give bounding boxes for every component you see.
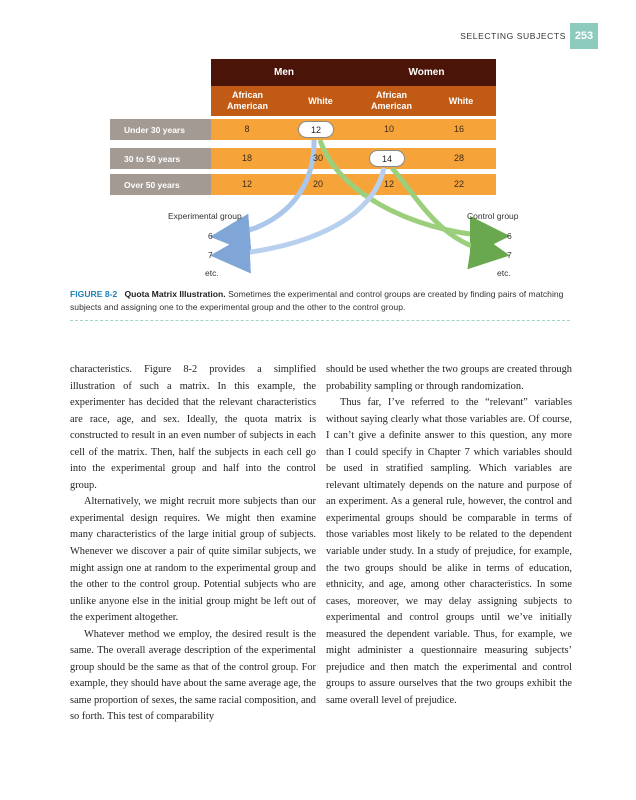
running-head: SELECTING SUBJECTS xyxy=(460,31,566,41)
header-men: Men xyxy=(211,59,357,86)
highlighted-cell-value: 12 xyxy=(298,121,334,138)
cell-value: 28 xyxy=(453,153,464,163)
header-women: Women xyxy=(357,59,496,86)
cell-value: 12 xyxy=(241,179,252,189)
control-item: 6 xyxy=(507,231,512,241)
col-header-men-white: White xyxy=(308,95,333,106)
page-number: 253 xyxy=(570,23,598,49)
col-header-women-african-american: African American xyxy=(370,90,413,111)
col-header-women-white: White xyxy=(448,95,474,106)
row-label-under-30: Under 30 years xyxy=(110,119,211,140)
experimental-item: 6 xyxy=(208,231,213,241)
paragraph: Thus far, I’ve referred to the “relevant” variables without saying clearly what those variables are. Of course, I can’t give a definite answer to this question, any more than I could specify in Chapter 7 which variables should be used in stratified sampling. Which variables are relevant ultimately depends on the nature and purpose of an experiment. As a general rule, however, the control and experimental groups should be comparable in terms of those variables most likely to be related to the dependent variable under study. In a study of prejudice, for example, the two groups should be alike in terms of education, ethnicity, and age, among other characteristics. In some cases, moreover, we may delay assigning subjects to experimental and control groups until we’ve initially measured the dependent variable. Thus, for example, we might administer a questionnaire measuring subjects’ prejudice and then match the experimental and control groups to assure ourselves that the two groups exhibit the same overall level of prejudice. xyxy=(326,397,572,706)
figure-caption xyxy=(70,288,570,314)
cell-value: 22 xyxy=(453,179,464,189)
caption-divider xyxy=(70,320,570,321)
figure-caption-text: Sometimes the experimental and control groups are created by finding pairs of matching subjects and assigning one to the experimental group and the other to the control group. xyxy=(70,289,564,312)
paragraph: should be used whether the two groups are created through probability sampling or through randomization. xyxy=(326,364,572,392)
cell-value: 12 xyxy=(383,179,394,189)
cell-value: 30 xyxy=(312,153,323,163)
paragraph: Alternatively, we might recruit more subjects than our experimental design requires. We might then examine many characteristics of the large initial group of subjects. Whenever we discover a pair of quite similar subjects, we might assign one at random to the experimental group and the other to the control group. Potential subjects who are unlike anyone else in the initial group might be left out of the experiment altogether. xyxy=(70,496,316,624)
experimental-item: etc. xyxy=(205,268,219,278)
experimental-item: 7 xyxy=(208,250,213,260)
cell-value: 20 xyxy=(312,179,323,189)
figure-title: Quota Matrix Illustration. xyxy=(124,289,226,299)
figure-label: FIGURE 8-2 xyxy=(70,289,118,299)
cell-value: 16 xyxy=(453,124,464,134)
cell-value: 8 xyxy=(244,124,250,134)
experimental-group-label: Experimental group xyxy=(168,211,242,221)
highlighted-cell-value: 14 xyxy=(369,150,405,167)
control-item: etc. xyxy=(497,268,511,278)
col-header-men-african-american: African American xyxy=(226,90,269,111)
paragraph: characteristics. Figure 8-2 provides a simplified illustration of such a matrix. In this example, the experimenter has decided that the relevant characteristics are race, age, and sex. Ideally, the quota matrix is constructed to result in an even number of subjects in each cell of the matrix. Then, half the subjects in each cell go into the experimental group and half into the control group. xyxy=(70,364,316,491)
left-column xyxy=(70,362,316,726)
row-label-30-to-50: 30 to 50 years xyxy=(110,148,211,169)
control-item: 7 xyxy=(507,250,512,260)
cell-value: 18 xyxy=(241,153,252,163)
right-column xyxy=(326,362,572,709)
matching-arrows xyxy=(0,0,636,300)
control-group-label: Control group xyxy=(467,211,519,221)
row-label-over-50: Over 50 years xyxy=(110,174,211,195)
paragraph: Whatever method we employ, the desired result is the same. The overall average description of the experimental group should be the same as that of the control group. For example, they should have about the same average age, the same proportion of sexes, the same racial composition, and so forth. This test of comparability xyxy=(70,628,316,723)
cell-value: 10 xyxy=(383,124,394,134)
